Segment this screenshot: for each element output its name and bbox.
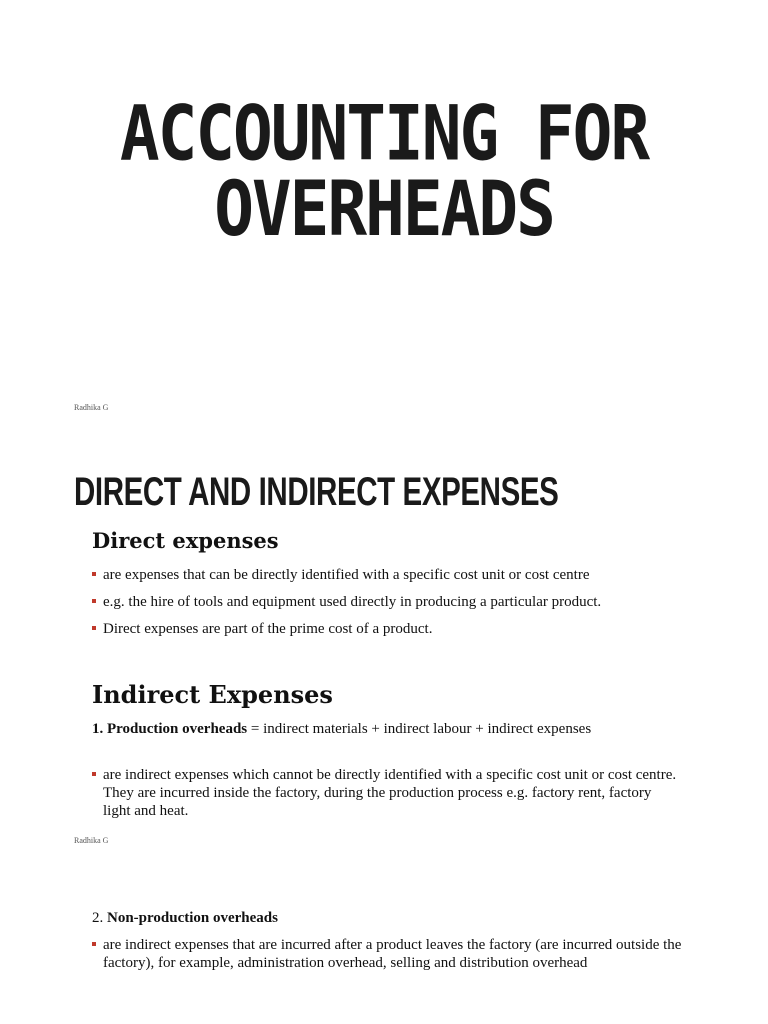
production-overheads-formula: = indirect materials + indirect labour + indirect expenses [247,721,592,737]
bullet-icon [92,772,96,776]
slide-title: DIRECT AND INDIRECT EXPENSES [74,468,559,514]
list-item [92,620,682,638]
title-line-1: ACCOUNTING FOR [119,89,649,178]
bullet-text: are indirect expenses that are incurred after a product leaves the factory (are incurred outside the factory), for example, administration overhead, selling and distribution overhead [103,937,682,971]
bullet-icon [92,599,96,603]
bullet-icon [92,626,96,630]
list-item [92,766,682,820]
non-production-overheads-line [92,909,682,927]
title-slide [0,0,768,430]
non-production-slide [0,850,768,1024]
production-overheads-label: 1. Production overheads [92,721,248,737]
item-number: 2. [92,910,107,926]
bullet-icon [92,572,96,576]
author-name: Radhika G [74,836,109,845]
bullet-icon [92,942,96,946]
direct-expenses-list [92,566,682,647]
list-item [92,566,682,584]
indirect-expenses-heading: Indirect Expenses [92,680,333,709]
bullet-text: e.g. the hire of tools and equipment used directly in producing a particular product. [103,594,602,610]
author-name: Radhika G [74,403,109,412]
bullet-text: Direct expenses are part of the prime cost of a product. [103,621,433,637]
direct-expenses-heading: Direct expenses [92,528,279,553]
expenses-slide [0,430,768,850]
production-overheads-line [92,720,682,738]
slide-title [0,89,768,254]
non-production-overheads-list [92,936,682,981]
title-line-2: OVERHEADS [214,165,554,254]
bullet-text: are expenses that can be directly identified with a specific cost unit or cost centre [103,567,590,583]
list-item [92,936,682,972]
non-production-overheads-label: Non-production overheads [107,910,278,926]
bullet-text: are indirect expenses which cannot be directly identified with a specific cost unit or cost centre. They are incurred inside the factory, during the production process e.g. factory rent, factory light and heat. [103,767,677,819]
list-item [92,593,682,611]
production-overheads-list [92,766,682,829]
